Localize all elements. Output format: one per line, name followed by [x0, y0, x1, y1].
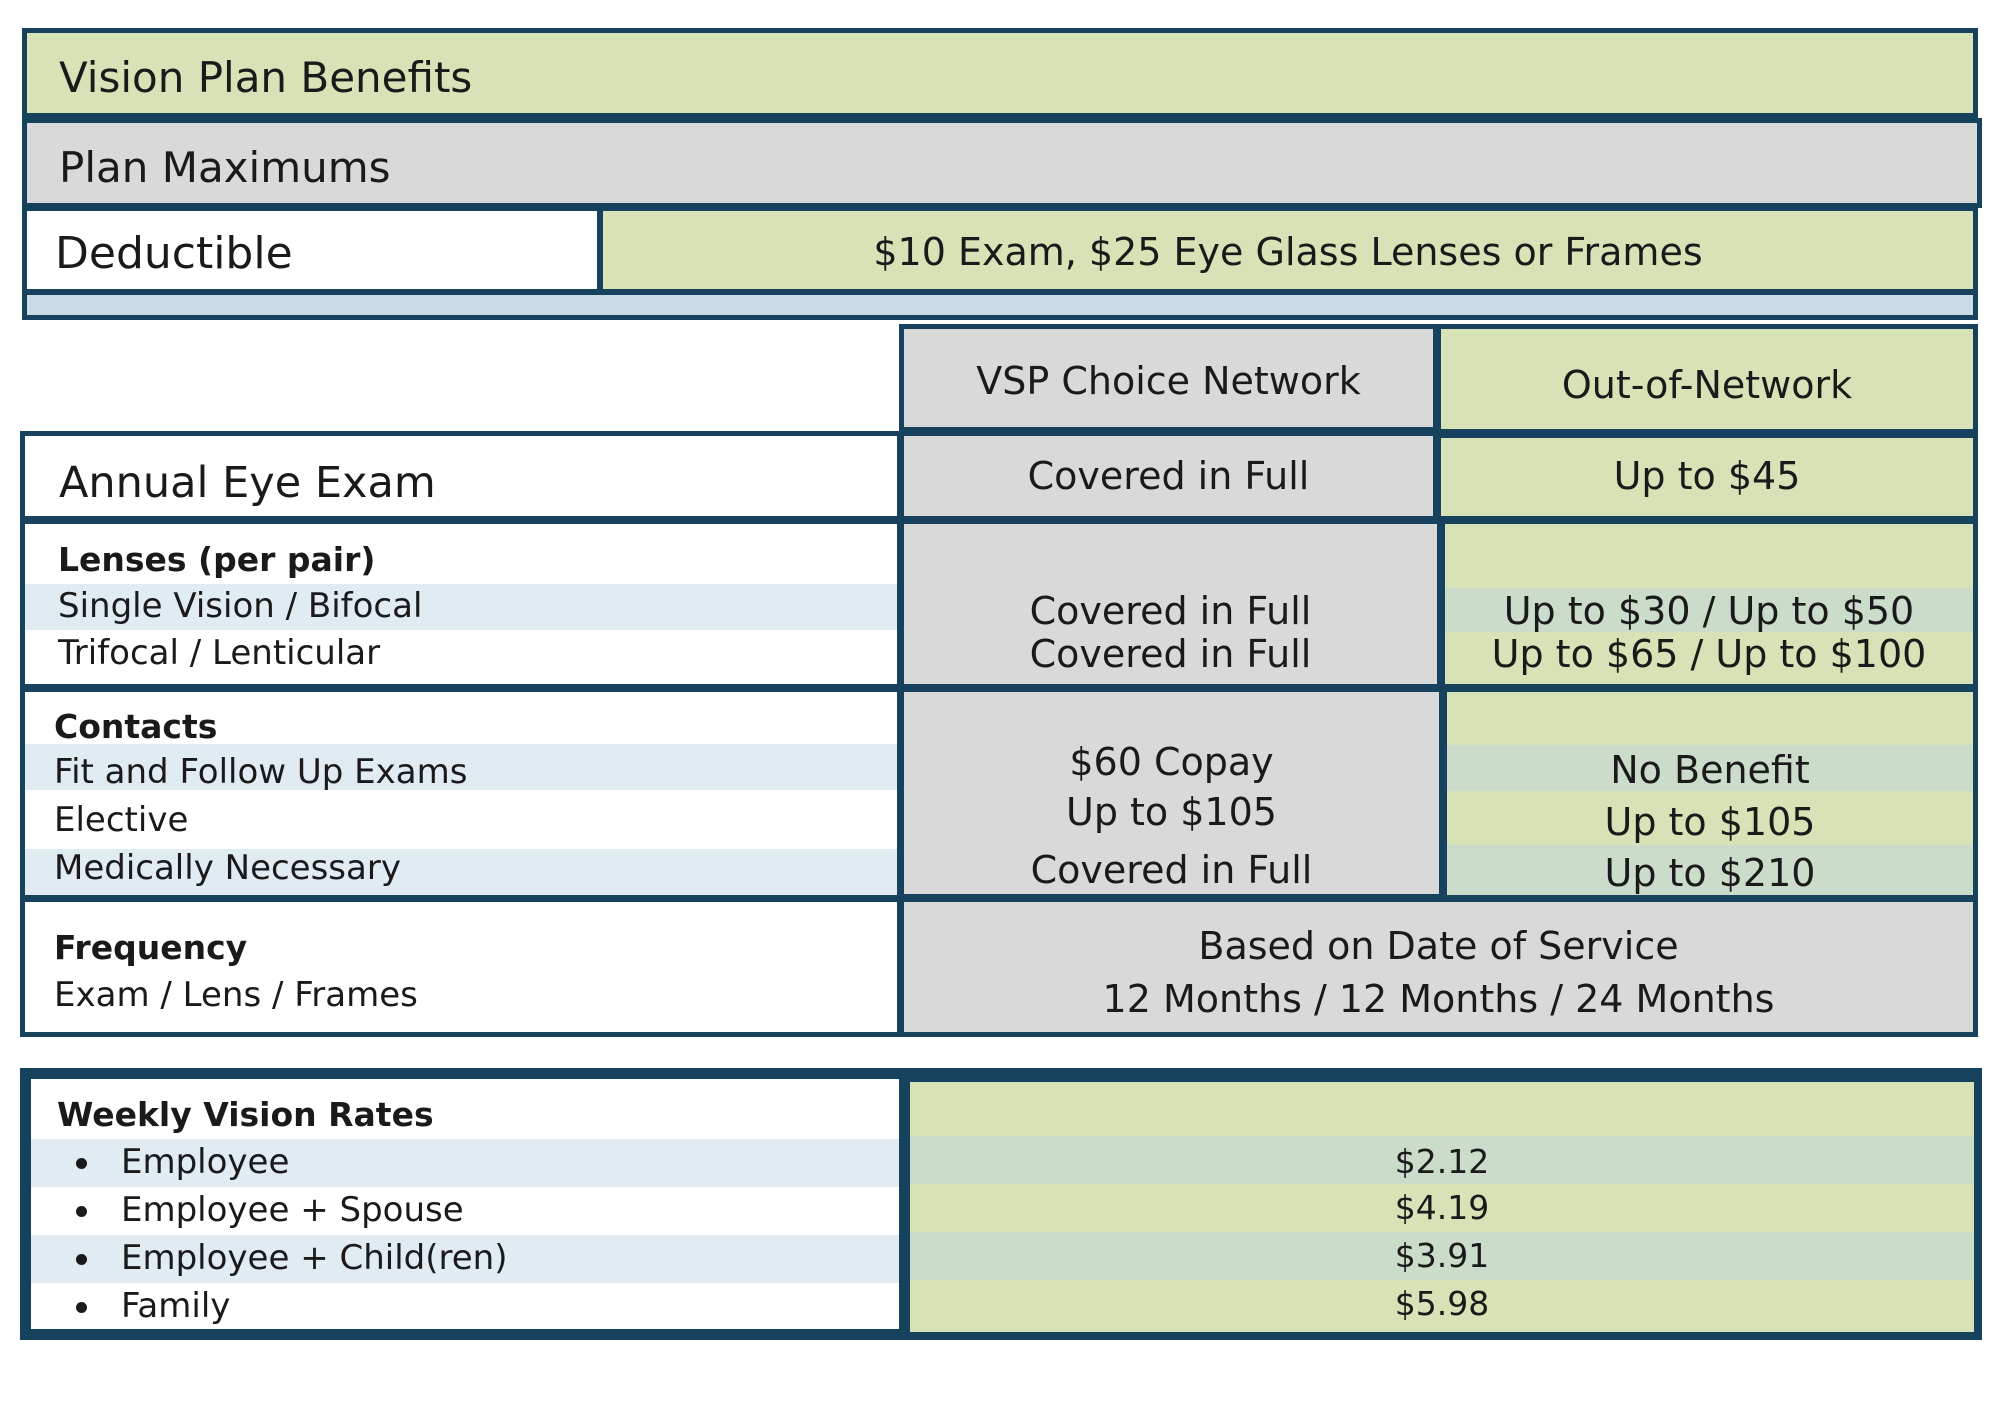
contacts-row-label: Elective: [54, 800, 189, 840]
contacts-in-network-cell: [899, 687, 1444, 899]
eye-exam-in-network-cell: [899, 431, 1438, 521]
title-bar: [22, 28, 1978, 118]
contacts-in-network-value: Up to $105: [1066, 790, 1277, 834]
rate-label: Employee: [121, 1142, 290, 1182]
frequency-value-line1: Based on Date of Service: [1198, 924, 1679, 968]
lenses-in-network-value: Covered in Full: [1029, 589, 1312, 633]
contacts-out-network-cell: [1442, 687, 1978, 899]
frequency-value-cell: [899, 897, 1978, 1037]
contacts-label-cell: [20, 687, 902, 899]
lenses-out-network-value: Up to $65 / Up to $100: [1491, 632, 1927, 676]
lenses-heading: Lenses (per pair): [58, 540, 376, 579]
separator-bar: [22, 290, 1978, 320]
contacts-in-network-value: $60 Copay: [1069, 740, 1274, 784]
rate-label: Employee + Spouse: [121, 1190, 464, 1230]
rate-value: $2.12: [1394, 1142, 1490, 1181]
plan-maximums-bar: [22, 118, 1982, 208]
frequency-label-cell: [20, 897, 902, 1037]
rate-value: $4.19: [1394, 1188, 1490, 1227]
deductible-label: Deductible: [55, 228, 293, 279]
rate-label: Employee + Child(ren): [121, 1238, 508, 1278]
eye-exam-label-cell: [20, 431, 902, 521]
contacts-in-network-value: Covered in Full: [1030, 848, 1313, 892]
lenses-out-network-value: Up to $30 / Up to $50: [1503, 589, 1915, 633]
rates-panel: [20, 1068, 1982, 1340]
deductible-value-cell: [598, 206, 1978, 294]
rate-value: $3.91: [1394, 1236, 1490, 1275]
bullet-icon: [76, 1254, 87, 1265]
lenses-out-network-cell: [1440, 519, 1978, 689]
plan-maximums-title: Plan Maximums: [59, 143, 391, 192]
rates-heading: Weekly Vision Rates: [57, 1095, 434, 1134]
lenses-in-network-value: Covered in Full: [1029, 632, 1312, 676]
frequency-label: Exam / Lens / Frames: [54, 975, 418, 1015]
frequency-value-line2: 12 Months / 12 Months / 24 Months: [1102, 977, 1775, 1021]
bullet-icon: [76, 1206, 87, 1217]
bullet-icon: [76, 1158, 87, 1169]
deductible-value: $10 Exam, $25 Eye Glass Lenses or Frames: [873, 230, 1703, 274]
contacts-row-label: Medically Necessary: [54, 848, 401, 888]
eye-exam-out-network-cell: [1436, 433, 1978, 521]
lenses-row-label: Trifocal / Lenticular: [58, 633, 381, 673]
lenses-row-label: Single Vision / Bifocal: [58, 586, 423, 626]
in-network-header-label: VSP Choice Network: [976, 359, 1361, 403]
eye-exam-label: Annual Eye Exam: [59, 458, 436, 508]
eye-exam-out-network: Up to $45: [1613, 454, 1801, 498]
deductible-label-cell: [22, 206, 602, 294]
page-title: Vision Plan Benefits: [59, 53, 473, 102]
column-header-in-network: [899, 324, 1438, 432]
contacts-row-label: Fit and Follow Up Exams: [54, 752, 468, 792]
contacts-out-network-value: Up to $105: [1604, 800, 1816, 844]
contacts-heading: Contacts: [54, 707, 218, 746]
rates-value-cell: [910, 1082, 1974, 1332]
rate-label: Family: [121, 1286, 231, 1326]
lenses-in-network-cell: [899, 519, 1442, 689]
lenses-label-cell: [20, 519, 902, 689]
contacts-out-network-value: Up to $210: [1604, 851, 1816, 895]
column-header-out-network: [1436, 324, 1978, 434]
frequency-heading: Frequency: [54, 928, 248, 967]
eye-exam-in-network: Covered in Full: [1027, 454, 1310, 498]
bullet-icon: [76, 1302, 87, 1313]
contacts-out-network-value: No Benefit: [1610, 748, 1810, 792]
rates-label-cell: [28, 1076, 902, 1332]
rate-value: $5.98: [1394, 1284, 1490, 1323]
out-network-header-label: Out-of-Network: [1561, 363, 1853, 407]
